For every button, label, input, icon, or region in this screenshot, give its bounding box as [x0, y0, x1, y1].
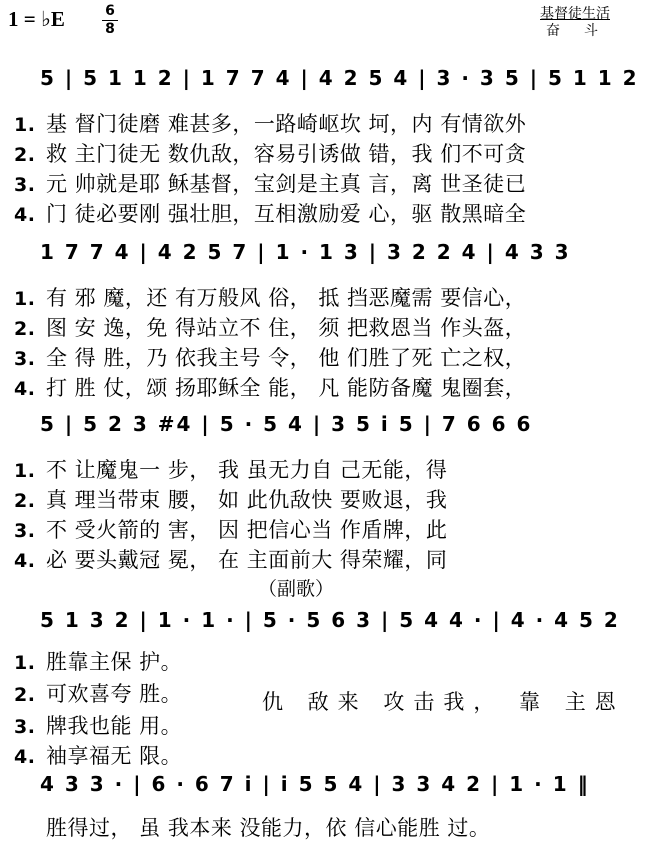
- verse-1-line-3: [14, 454, 447, 484]
- refrain-lyric: 仇 敌来 攻击我， 靠 主恩: [262, 690, 625, 714]
- lyric-text: 图 安 逸，免 得站立不 住， 须 把救恩当 作头盔，: [46, 316, 527, 340]
- lyric-text: 打 胜 仗，颂 扬耶稣全 能， 凡 能防备魔 鬼圈套，: [46, 376, 527, 400]
- key-signature: 1 = ♭E: [8, 7, 65, 31]
- lyric-text: 元 帅就是耶 稣基督，宝剑是主真 言，离 世圣徒已: [46, 172, 527, 196]
- lyricist: 基督徒生活: [540, 6, 610, 22]
- final-lyric-line: 胜得过， 虽 我本来 没能力，依 信心能胜 过。: [46, 816, 491, 840]
- verse-4-line-2: [14, 372, 526, 402]
- verse-number: 2.: [14, 144, 36, 166]
- verse-number: 2.: [14, 318, 36, 340]
- verse-1-line-1: [14, 108, 526, 138]
- verse-number: 4.: [14, 746, 36, 768]
- time-signature: [100, 4, 120, 37]
- verse-2-line-4: [14, 678, 182, 708]
- verse-3-line-4: [14, 710, 182, 740]
- credits: [540, 6, 622, 40]
- lyric-text: 不 让魔鬼一 步， 我 虽无力自 己无能，得: [46, 458, 448, 482]
- lyric-text: 救 主门徒无 数仇敌，容易引诱做 错，我 们不可贪: [46, 142, 527, 166]
- verse-number: 1.: [14, 460, 36, 482]
- notation-line-5: 4 3 3 · | 6 · 6 7 i | i 5 5 4 | 3 3 4 2 | 1 · 1 ‖: [40, 772, 590, 796]
- notation-line-1: 5 | 5 1 1 2 | 1 7 7 4 | 4 2 5 4 | 3 · 3 5 | 5 1 1 2: [40, 66, 639, 90]
- verse-number: 4.: [14, 204, 36, 226]
- verse-2-line-2: [14, 312, 526, 342]
- lyric-text: 胜靠主保 护。: [46, 650, 183, 674]
- verse-4-line-4: [14, 740, 182, 770]
- lyric-text: 牌我也能 用。: [46, 714, 183, 738]
- verse-1-line-4: [14, 646, 182, 676]
- verse-4-line-1: [14, 198, 526, 228]
- verse-2-line-1: [14, 138, 526, 168]
- verse-number: 4.: [14, 378, 36, 400]
- chorus-label: （副歌）: [258, 578, 335, 600]
- verse-4-line-3: [14, 544, 447, 574]
- verse-number: 2.: [14, 490, 36, 512]
- verse-number: 4.: [14, 550, 36, 572]
- lyric-text: 可欢喜夸 胜。: [46, 682, 183, 706]
- verse-number: 2.: [14, 684, 36, 706]
- meter-bottom: 8: [105, 21, 115, 37]
- lyric-text: 全 得 胜，乃 依我主号 令， 他 们胜了死 亡之权，: [46, 346, 527, 370]
- lyric-text: 真 理当带束 腰， 如 此仇敌快 要败退，我: [46, 488, 448, 512]
- verse-3-line-3: [14, 514, 447, 544]
- verse-number: 3.: [14, 520, 36, 542]
- lyric-text: 不 受火箭的 害， 因 把信心当 作盾牌，此: [46, 518, 448, 542]
- lyric-text: 有 邪 魔，还 有万般风 俗， 抵 挡恶魔需 要信心，: [46, 286, 527, 310]
- verse-number: 3.: [14, 174, 36, 196]
- notation-line-4: 5 1 3 2 | 1 · 1 · | 5 · 5 6 3 | 5 4 4 · | 4 · 4 5 2: [40, 608, 620, 632]
- verse-number: 3.: [14, 348, 36, 370]
- verse-number: 1.: [14, 652, 36, 674]
- verse-number: 1.: [14, 288, 36, 310]
- lyric-text: 必 要头戴冠 冕， 在 主面前大 得荣耀，同: [46, 548, 448, 572]
- notation-line-2: 1 7 7 4 | 4 2 5 7 | 1 · 1 3 | 3 2 2 4 | 4 3 3: [40, 240, 571, 264]
- verse-3-line-1: [14, 168, 526, 198]
- verse-1-line-2: [14, 282, 526, 312]
- verse-3-line-2: [14, 342, 526, 372]
- meter-top: 6: [105, 3, 115, 19]
- lyric-text: 基 督门徒磨 难甚多，一路崎岖坎 坷，内 有情欲外: [46, 112, 527, 136]
- notation-line-3: 5 | 5 2 3 #4 | 5 · 5 4 | 3 5 i 5 | 7 6 6 6: [40, 412, 533, 436]
- song-title: 奋斗: [546, 23, 622, 39]
- verse-2-line-3: [14, 484, 447, 514]
- verse-number: 3.: [14, 716, 36, 738]
- lyric-text: 门 徒必要刚 强壮胆，互相激励爱 心，驱 散黑暗全: [46, 202, 527, 226]
- lyric-text: 袖享福无 限。: [46, 744, 183, 768]
- verse-number: 1.: [14, 114, 36, 136]
